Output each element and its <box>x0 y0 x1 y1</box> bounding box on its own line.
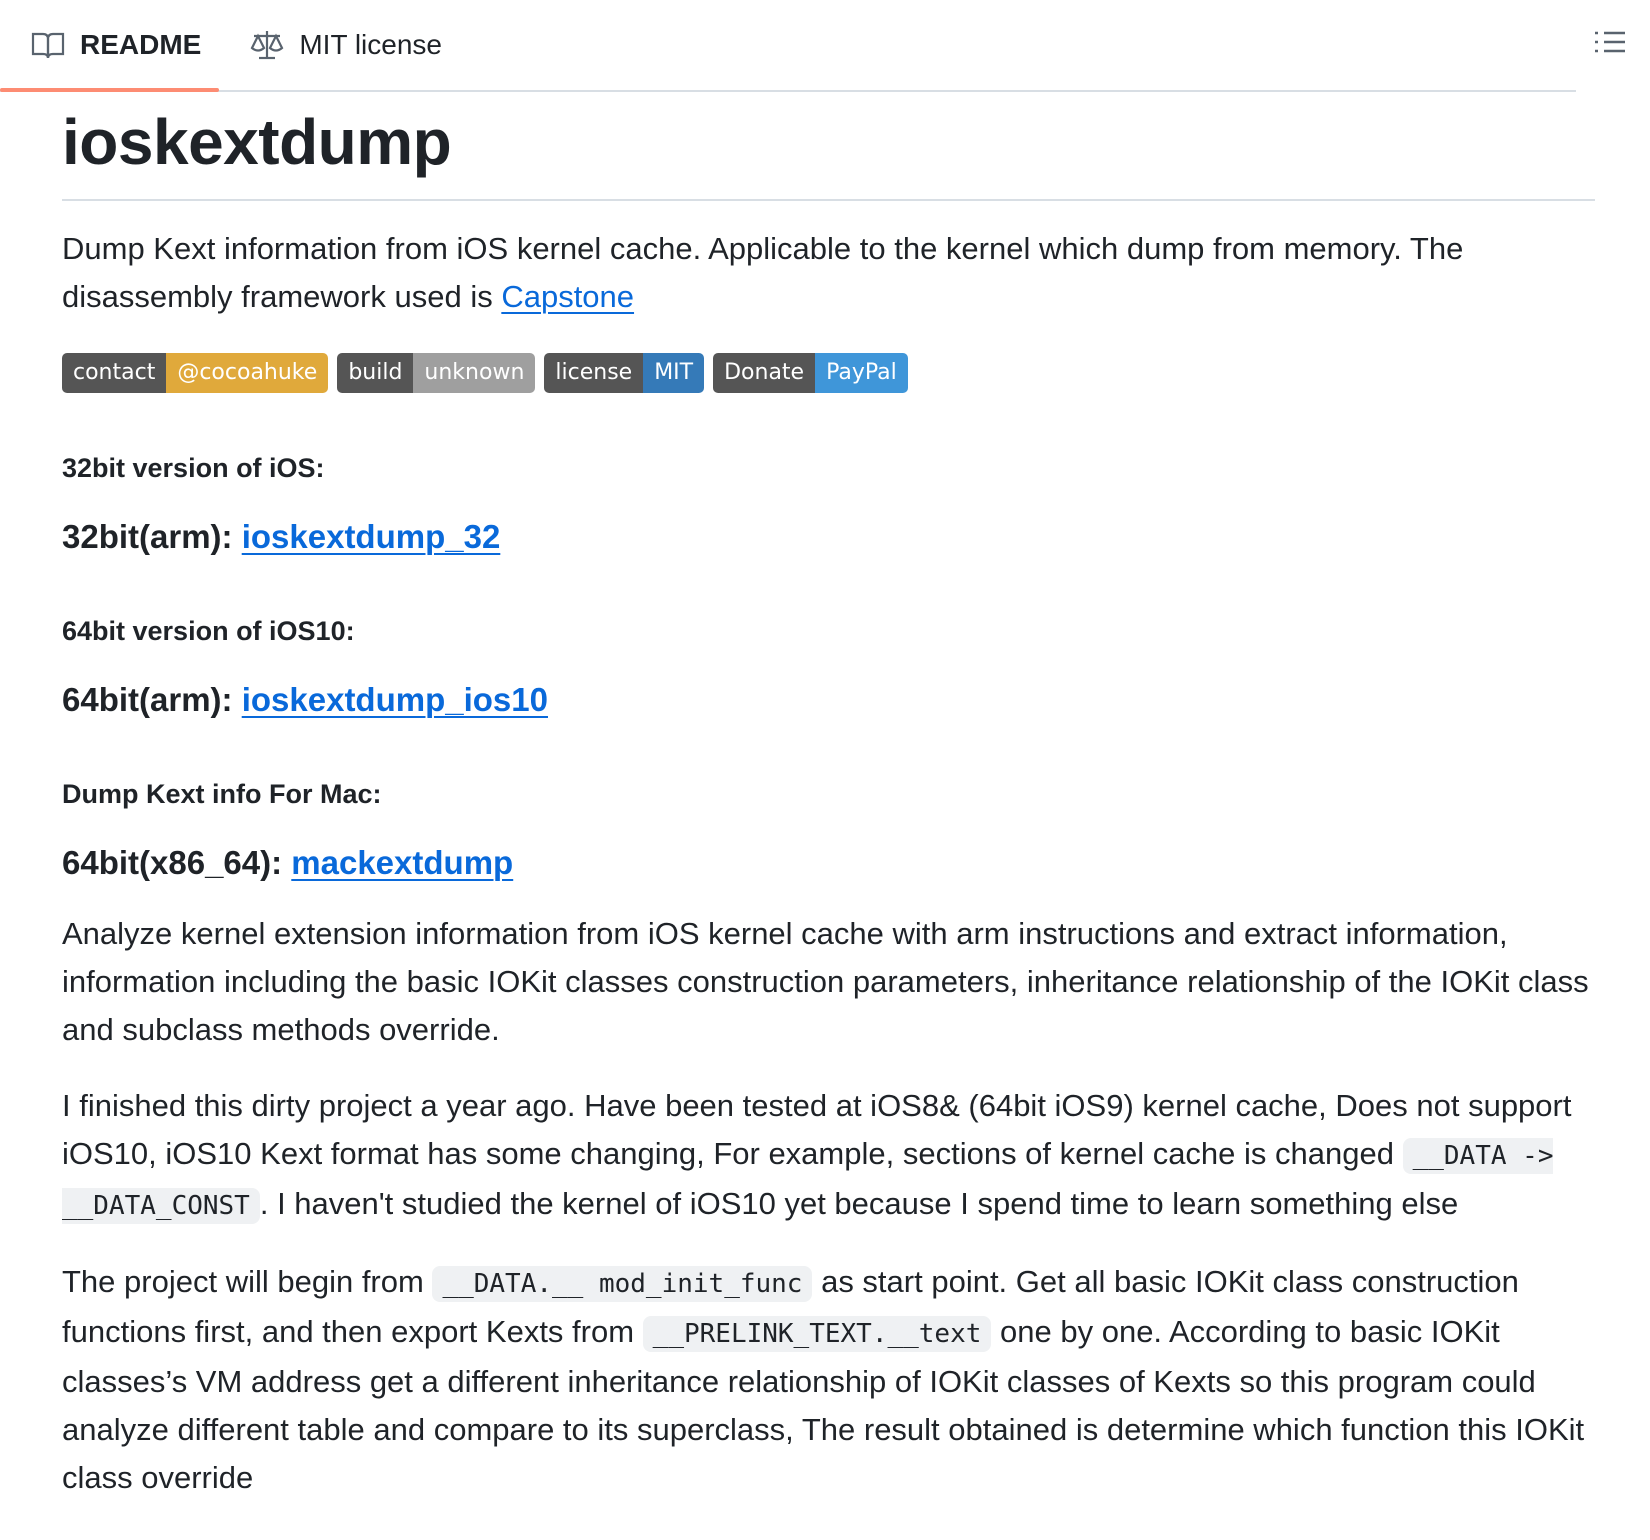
line-32bit <box>62 518 1595 556</box>
badge-value: @cocoahuke <box>166 353 328 393</box>
outline-button[interactable] <box>1592 26 1628 62</box>
finished-text-2: . I haven't studied the kernel of iOS10 yet because I spend time to learn something else <box>259 1185 1459 1221</box>
badge-value: PayPal <box>815 353 908 393</box>
finished-paragraph <box>62 1082 1595 1230</box>
mod-init-func-code: __DATA.__ mod_init_func <box>432 1266 812 1302</box>
list-outline-icon <box>1592 26 1628 62</box>
book-icon <box>30 27 66 63</box>
badge-build[interactable] <box>337 353 535 393</box>
project-text-3: one by one. According to basic IOKit classes’s VM address get a different inheritance relationship of IOKit classes of Kexts so this program could analyze different table and compare to its superclass, The result obtained is determine which function this IOKit class override <box>62 1313 1585 1495</box>
badge-label: contact <box>62 353 166 393</box>
heading-mac: Dump Kext info For Mac: <box>62 778 382 809</box>
capstone-link[interactable]: Capstone <box>501 278 635 314</box>
line-mac <box>62 844 1595 882</box>
tab-readme[interactable] <box>28 0 219 90</box>
project-text-2: as start point. Get all basic IOKit class construction functions first, and then export Kexts from <box>62 1263 1519 1349</box>
readme-title: ioskextdump <box>62 104 1595 201</box>
analyze-paragraph: Analyze kernel extension information from iOS kernel cache with arm instructions and extract information, information including the basic IOKit classes construction parameters, inheritance relationship of the IOKit class and subclass methods override. <box>62 915 1589 1047</box>
badge-row <box>62 353 1595 393</box>
tab-license-label: MIT license <box>299 29 442 60</box>
mackextdump-link[interactable]: mackextdump <box>291 843 514 881</box>
line-64bit-arm <box>62 681 1595 719</box>
badge-donate[interactable] <box>713 353 908 393</box>
readme-tabbar <box>0 0 1576 92</box>
badge-license[interactable] <box>544 353 704 393</box>
data-const-code: __DATA -> __DATA_CONST <box>62 1138 1553 1224</box>
label-mac: 64bit(x86_64): <box>62 843 292 881</box>
tab-readme-label: README <box>80 29 202 60</box>
heading-32bit: 32bit version of iOS: <box>62 452 325 483</box>
ioskextdump-ios10-link[interactable]: ioskextdump_ios10 <box>241 680 548 718</box>
intro-paragraph <box>62 225 1595 321</box>
heading-64bit-ios10: 64bit version of iOS10: <box>62 615 355 646</box>
label-64bit-arm: 64bit(arm): <box>62 680 242 718</box>
label-32bit: 32bit(arm): <box>62 517 242 555</box>
prelink-text-code: __PRELINK_TEXT.__text <box>643 1316 992 1352</box>
scale-icon <box>249 27 285 63</box>
badge-label: Donate <box>713 353 815 393</box>
intro-text: Dump Kext information from iOS kernel cache. Applicable to the kernel which dump from memory. The disassembly framework used is <box>62 230 1464 314</box>
badge-value: MIT <box>643 353 704 393</box>
tab-license[interactable] <box>247 0 460 90</box>
badge-label: license <box>544 353 643 393</box>
readme-body <box>0 104 1650 1502</box>
badge-value: unknown <box>413 353 535 393</box>
project-paragraph <box>62 1258 1595 1502</box>
badge-contact[interactable] <box>62 353 328 393</box>
project-text-1: The project will begin from <box>62 1263 433 1299</box>
badge-label: build <box>337 353 413 393</box>
ioskextdump-32-link[interactable]: ioskextdump_32 <box>241 517 501 555</box>
finished-text-1: I finished this dirty project a year ago. Have been tested at iOS8& (64bit iOS9) kernel cache, Does not support iOS10, iOS10 Kext format has some changing, For example, sections of kernel cache is changed <box>62 1087 1572 1171</box>
